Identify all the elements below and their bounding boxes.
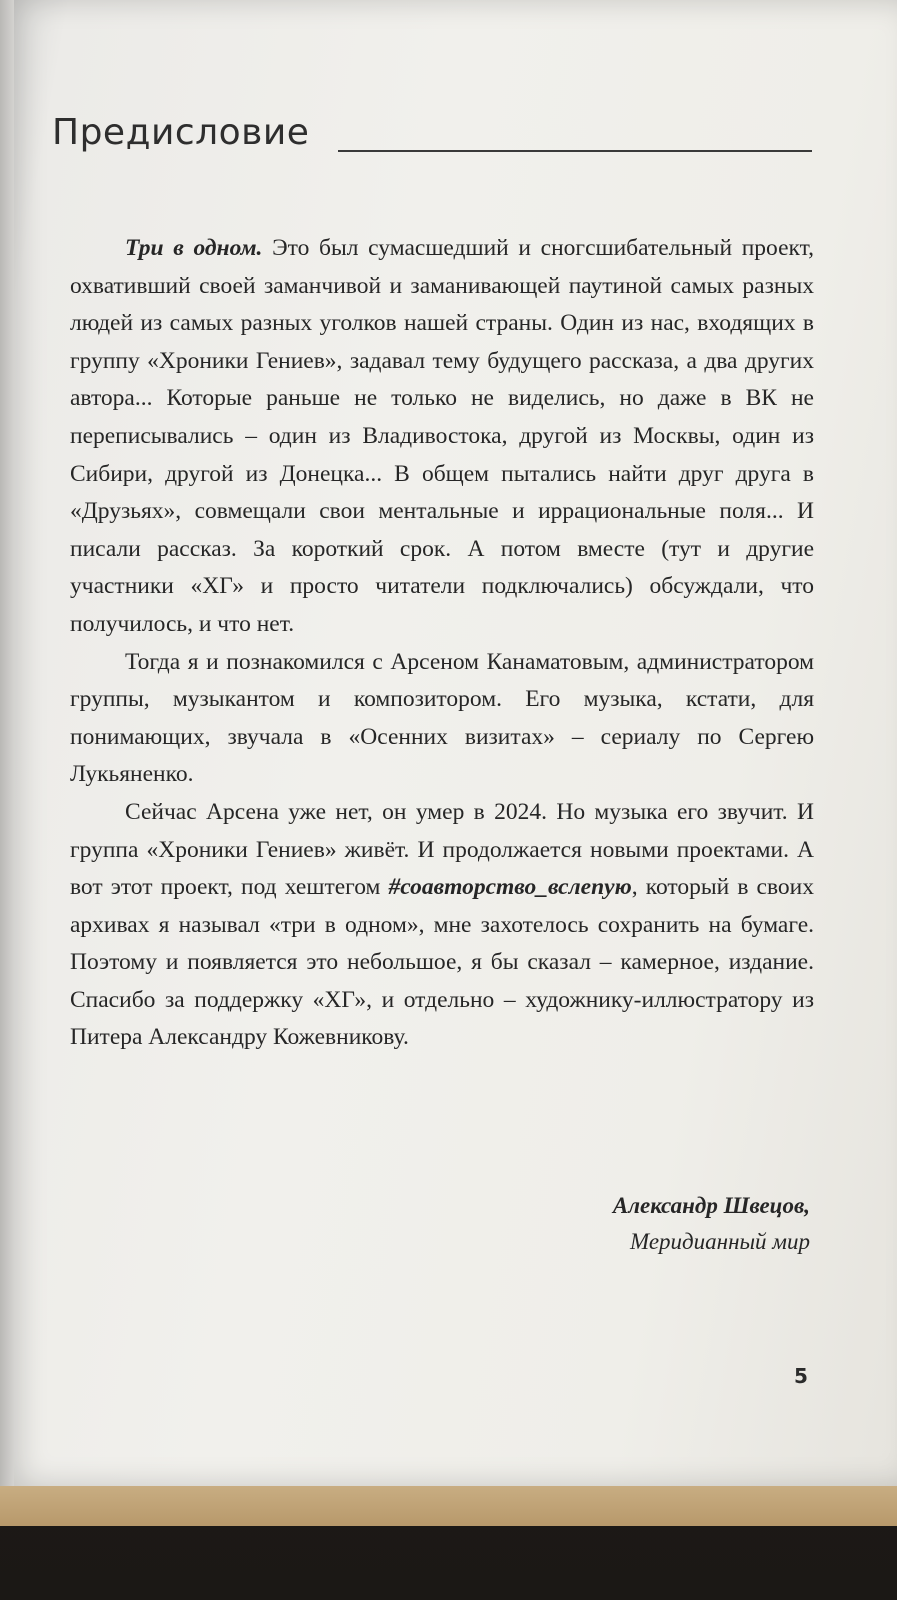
signature-organization: Меридианный мир <box>629 1229 810 1254</box>
page-number: 5 <box>794 1364 808 1388</box>
page-fold-shadow <box>0 0 14 1486</box>
paragraph-2: Тогда я и познакомился с Арсеном Канаматовым, администратором группы, музыкантом и композитором. Его музыка, кстати, для понимающих, звучала в «Осенних визитах» – сериалу по Сергею Лукьяненко. <box>70 648 814 788</box>
preface-body <box>70 230 814 1057</box>
paragraph-3-start: Сейчас Арсена уже нет, он умер в 2024. Но музыка его звучит. И группа «Хроники Гениев» живёт. И продолжается новыми проектами. А вот этот проект, под хештегом <box>70 798 814 901</box>
signature-name: Александр Швецов, <box>612 1193 810 1218</box>
title-underline <box>338 150 812 152</box>
paragraph-3-end: , который в своих архивах я называл «три в одном», мне захотелось сохранить на бумаге. Поэтому и появляется это небольшое, я бы сказал – камерное, издание. Спасибо за поддержку «ХГ», и отдельно – художнику-иллюстратору из Питера Александру Кожевникову. <box>70 874 814 1051</box>
paragraph-3 <box>70 794 814 1057</box>
hashtag: #соавторство_вслепую <box>388 874 632 901</box>
page-title: Предисловие <box>52 112 310 153</box>
table-surface <box>0 1486 897 1526</box>
paragraph-1-text: Это был сумасшедший и сногсшибательный проект, охвативший своей заманчивой и заманивающей паутиной самых разных людей из самых разных уголков нашей страны. Один из нас, входящих в группу «Хроники Гениев», задавал тему будущего рассказа, а два других автора... Которые раньше не только не виделись, но даже в ВК не переписывались – один из Владивостока, другой из Москвы, один из Сибири, другой из Донецка... В общем пытались найти друг друга в «Друзьях», совмещали свои ментальные и иррациональные поля... И писали рассказ. За короткий срок. А потом вместе (тут и другие участники «ХГ» и просто читатели подключались) обсуждали, что получилось, и что нет. <box>70 235 815 637</box>
signature <box>613 1188 810 1260</box>
paragraph-1 <box>70 230 814 644</box>
lead-phrase: Три в одном. <box>125 235 263 261</box>
